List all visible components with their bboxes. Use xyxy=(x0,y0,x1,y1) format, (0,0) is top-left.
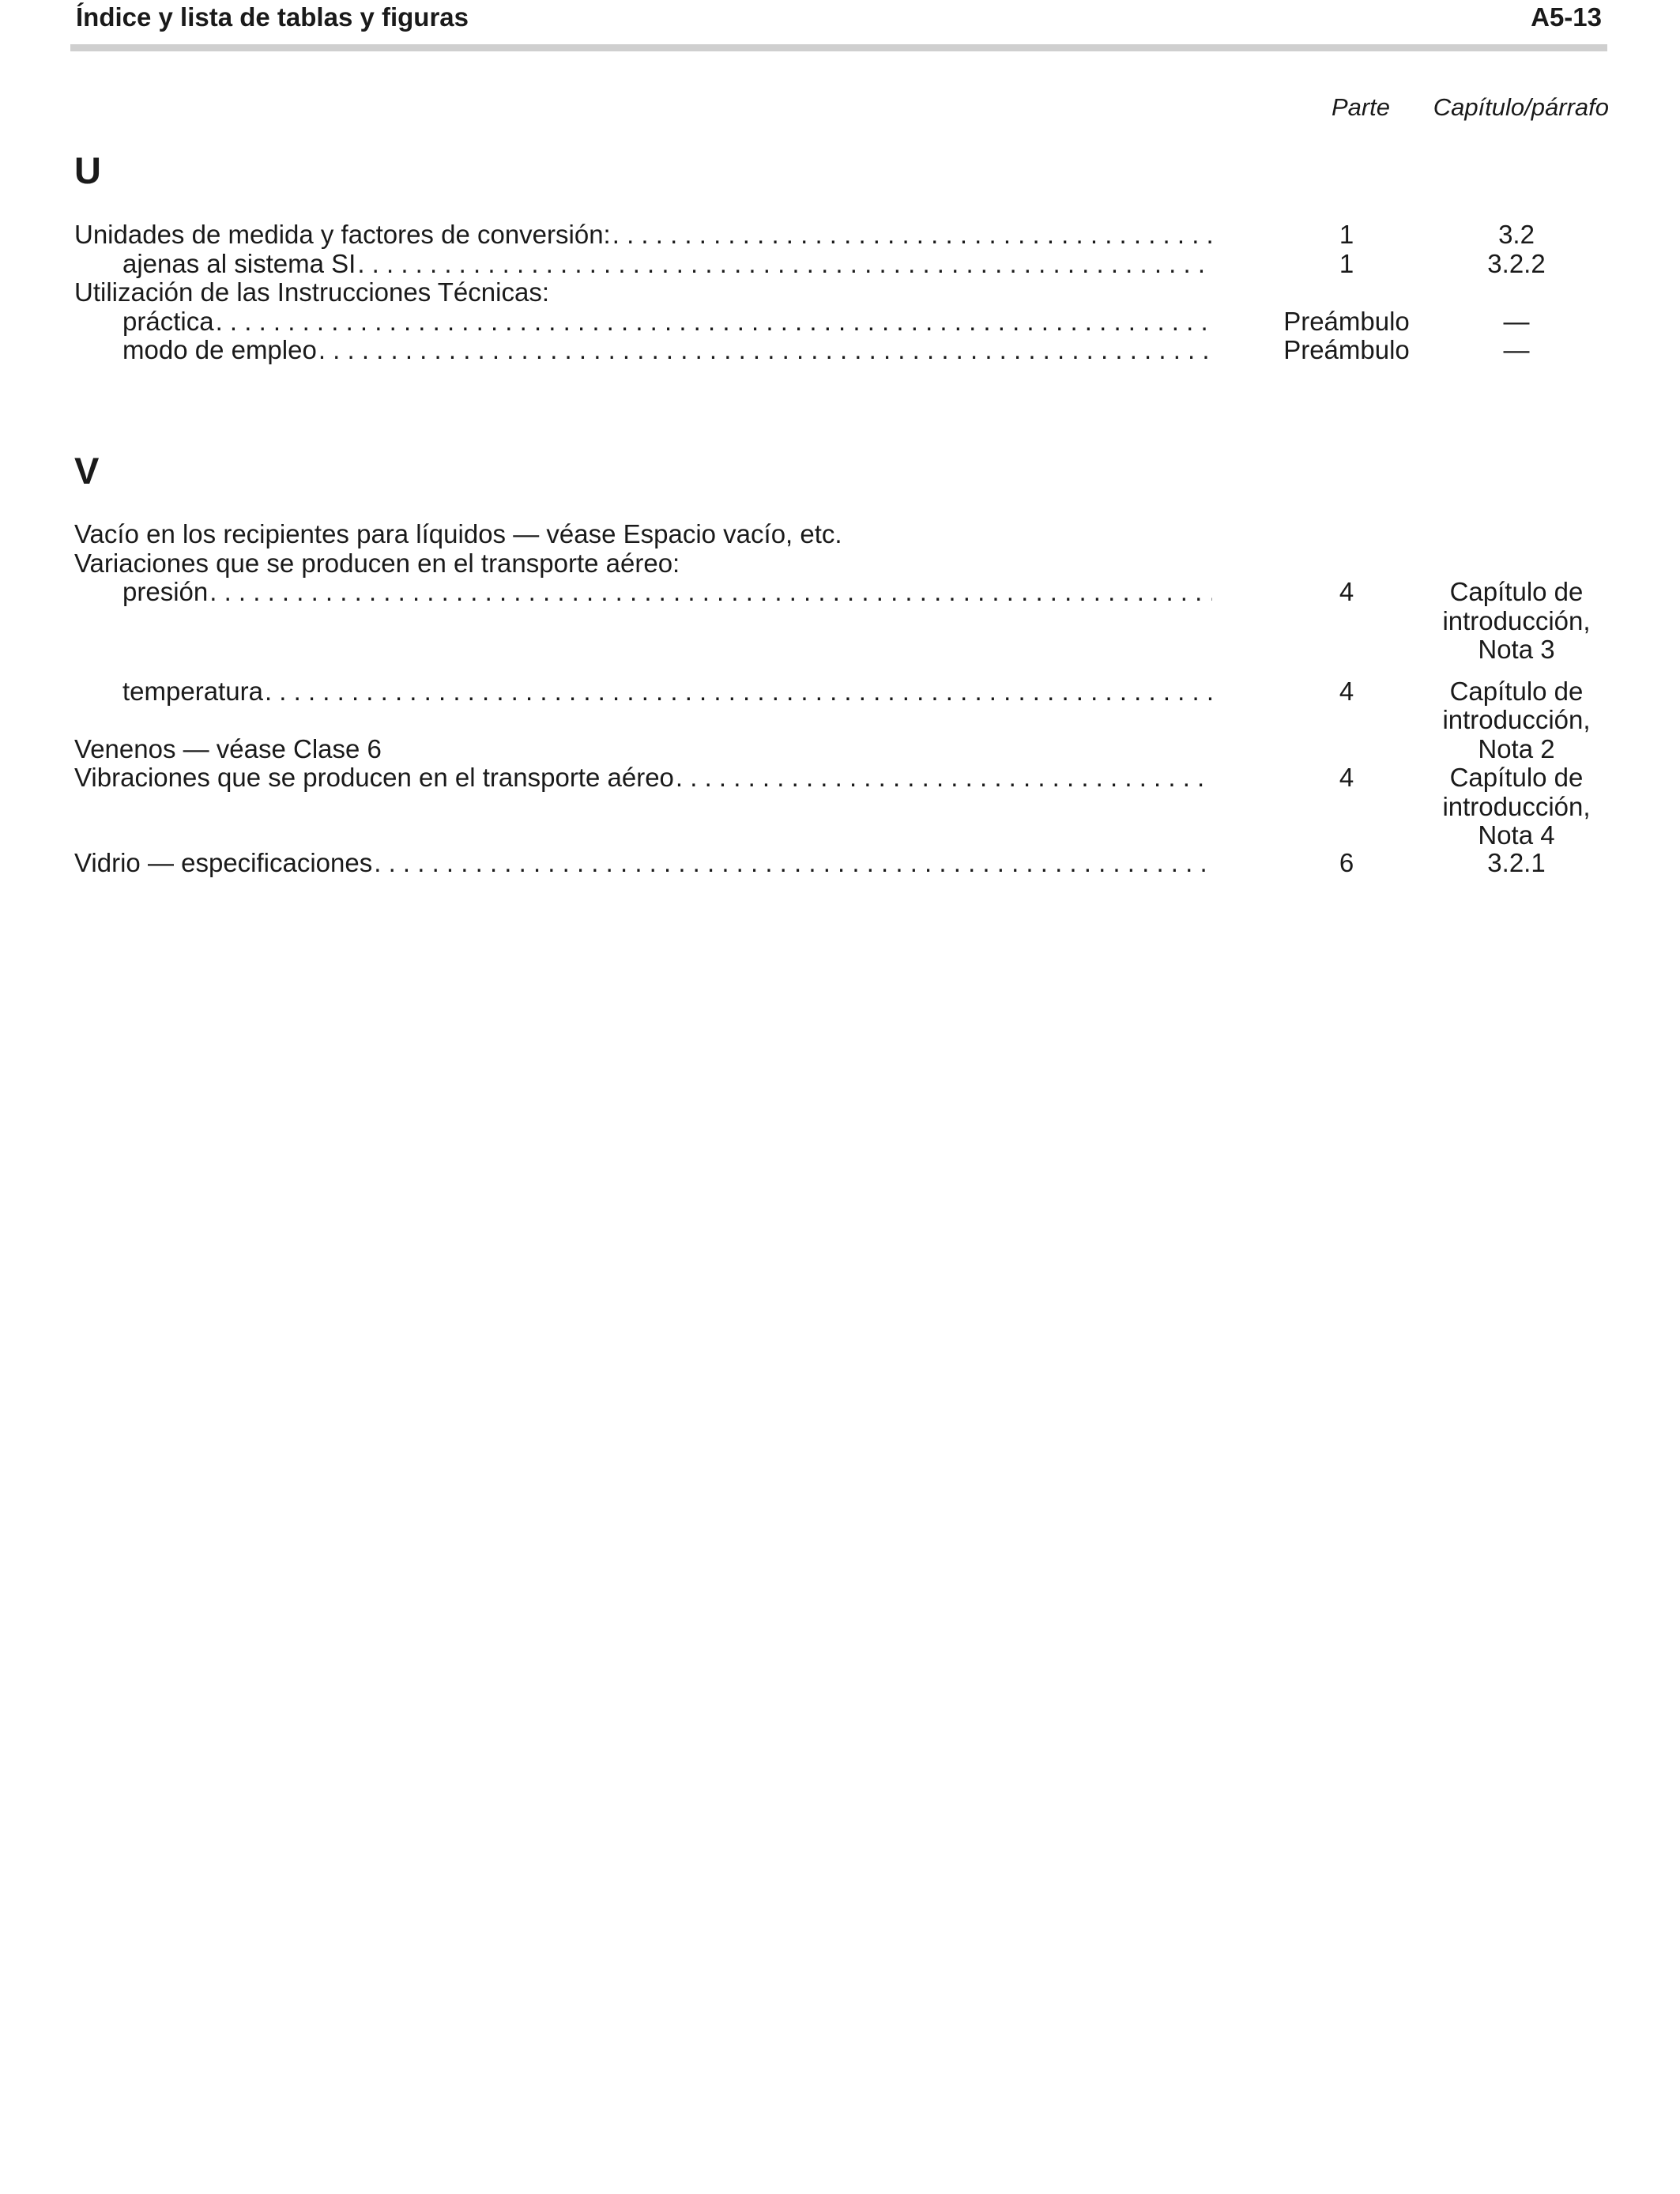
entry-label: Vidrio — especificaciones xyxy=(74,848,373,877)
entry-chapter: 3.2.1 xyxy=(1487,847,1546,877)
entry-chapter: Capítulo de introducción, Nota 2 xyxy=(1442,676,1591,763)
entry-label: Utilización de las Instrucciones Técnicas: xyxy=(74,278,549,307)
entry-chapter: 3.2 xyxy=(1498,220,1535,249)
index-entry xyxy=(74,763,1611,850)
entry-chapter: 3.2.2 xyxy=(1487,248,1546,278)
entry-label: modo de empleo xyxy=(122,336,317,364)
entry-part: Preámbulo xyxy=(1283,306,1410,336)
leader-dots xyxy=(317,336,1212,365)
leader-dots xyxy=(356,250,1212,279)
entry-part: 1 xyxy=(1339,248,1354,278)
entry-label: Vacío en los recipientes para líquidos — véase Espacio vacío, etc. xyxy=(74,520,842,548)
index-entry xyxy=(74,250,1611,279)
entry-chapter: — xyxy=(1503,335,1530,364)
leader-dots xyxy=(611,221,1212,250)
entry-part: 4 xyxy=(1339,577,1354,606)
entry-label: Vibraciones que se producen en el transporte aéreo xyxy=(74,763,674,792)
index-entry xyxy=(74,221,1611,250)
running-header xyxy=(70,0,1607,51)
index-entry xyxy=(74,735,1611,764)
section-letter-u: U xyxy=(74,149,101,191)
entry-part: 6 xyxy=(1339,847,1354,877)
leader-dots xyxy=(372,849,1212,878)
leader-dots xyxy=(674,763,1212,793)
entry-part: Preámbulo xyxy=(1283,335,1410,364)
entry-part: 1 xyxy=(1339,220,1354,249)
column-header-chapter: Capítulo/párrafo xyxy=(1433,93,1609,121)
header-title: Índice y lista de tablas y figuras xyxy=(76,2,469,32)
section-v-entries xyxy=(74,520,1611,877)
index-entry xyxy=(74,578,1611,665)
section-u-entries xyxy=(74,221,1611,365)
entry-label: práctica xyxy=(122,307,214,336)
entry-part: 4 xyxy=(1339,676,1354,706)
index-entry xyxy=(74,278,1611,307)
leader-dots xyxy=(214,307,1212,337)
entry-label: Variaciones que se producen en el transporte aéreo: xyxy=(74,548,680,578)
entry-label: Venenos — véase Clase 6 xyxy=(74,734,382,763)
entry-label: presión xyxy=(122,578,209,606)
entry-label: ajenas al sistema SI xyxy=(122,249,356,278)
entry-chapter: — xyxy=(1503,306,1530,336)
column-header-part: Parte xyxy=(1331,93,1391,121)
index-entry xyxy=(74,849,1611,878)
leader-dots xyxy=(263,677,1212,707)
entry-label: temperatura xyxy=(122,677,263,706)
index-entry xyxy=(74,336,1611,365)
index-entry xyxy=(74,520,1611,549)
index-entry xyxy=(74,549,1611,579)
index-entry xyxy=(74,307,1611,337)
entry-chapter: Capítulo de introducción, Nota 4 xyxy=(1442,763,1591,850)
entry-part: 4 xyxy=(1339,763,1354,792)
leader-dots xyxy=(208,578,1212,607)
entry-chapter: Capítulo de introducción, Nota 3 xyxy=(1442,577,1591,664)
page-number: A5-13 xyxy=(1531,2,1602,32)
section-letter-v: V xyxy=(74,450,100,492)
entry-label: Unidades de medida y factores de conversión: xyxy=(74,221,611,249)
